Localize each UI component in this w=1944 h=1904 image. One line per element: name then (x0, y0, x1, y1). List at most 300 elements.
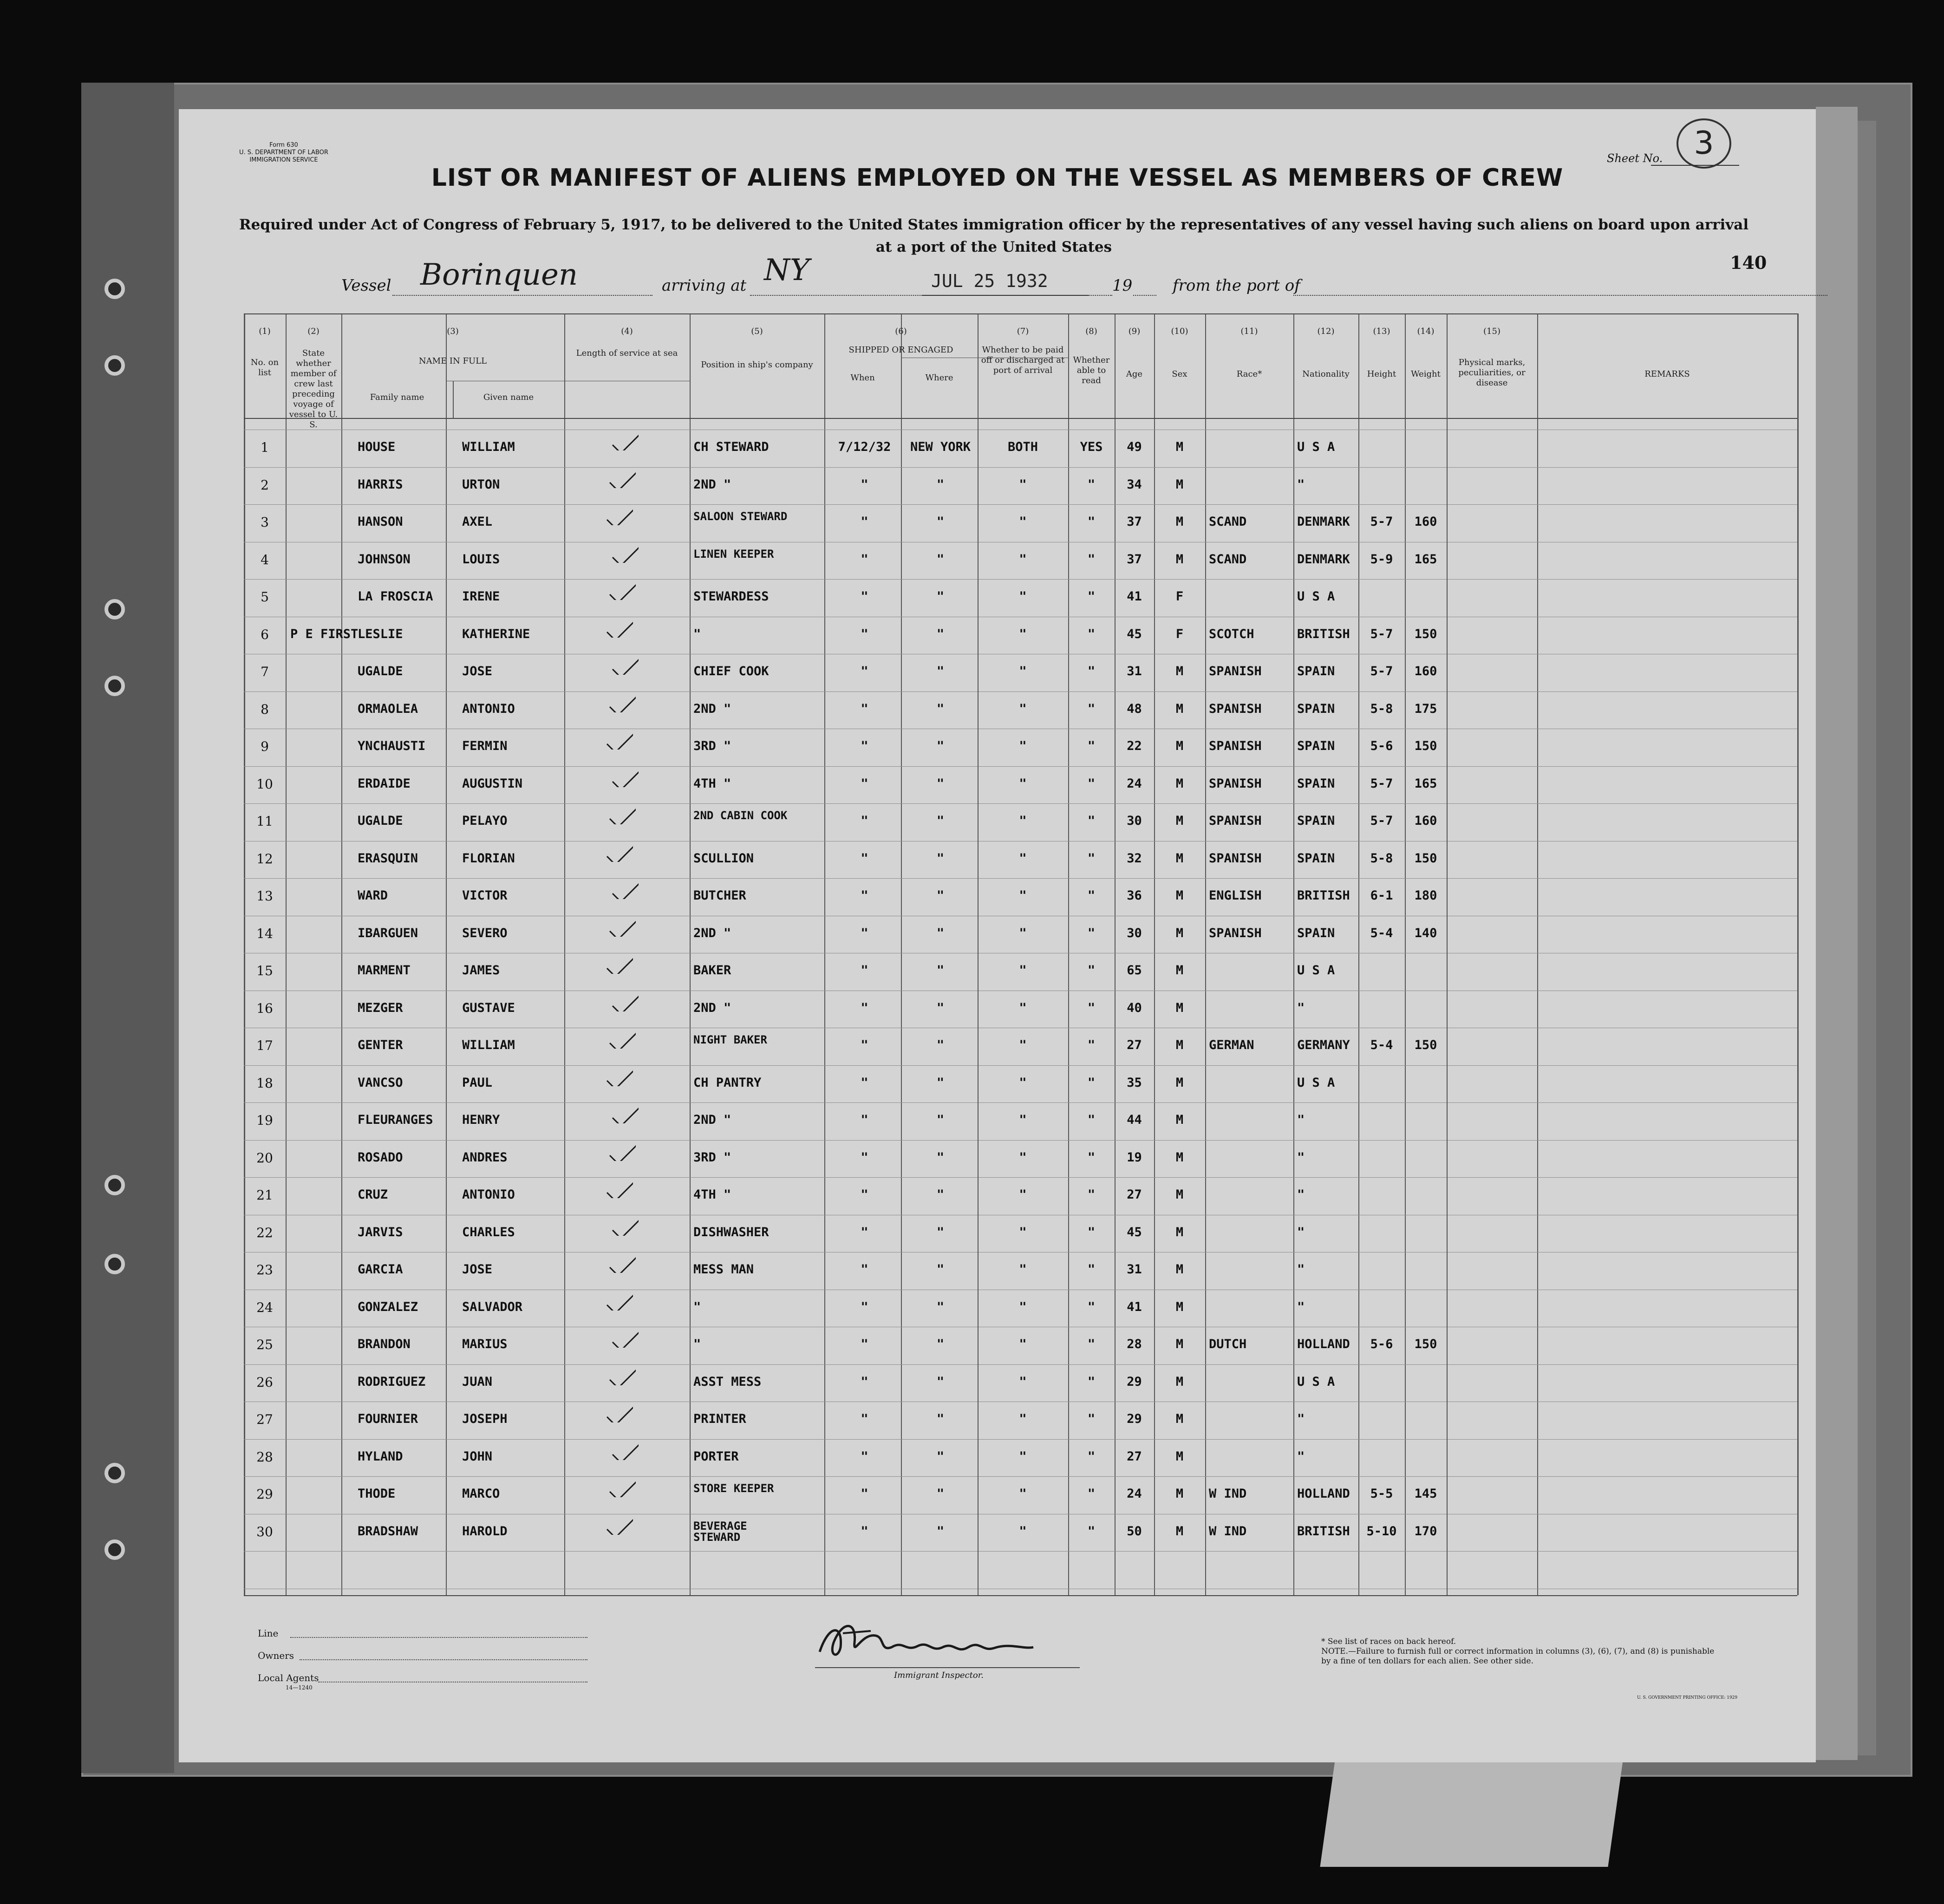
cell-when: " (861, 1075, 868, 1090)
cell-no: 20 (256, 1150, 273, 1166)
cell-sex: M (1175, 1187, 1184, 1202)
cell-read: " (1087, 626, 1096, 641)
service-checkmark (605, 951, 633, 974)
cell-sex: M (1175, 1449, 1184, 1464)
cell-sex: M (1175, 1262, 1184, 1277)
column-number: (1) (259, 326, 271, 336)
cell-nationality: SPAIN (1297, 664, 1335, 679)
local-agents-label: Local Agents (258, 1672, 319, 1683)
cell-family: GONZALEZ (358, 1299, 418, 1314)
cell-no: 28 (256, 1449, 273, 1465)
cell-read: " (1087, 1449, 1096, 1464)
service-checkmark (605, 726, 633, 750)
cell-weight: 170 (1414, 1524, 1437, 1539)
year-label: 19 (1112, 276, 1133, 295)
cell-position: STORE KEEPER (693, 1482, 774, 1495)
cell-paid: " (1019, 1187, 1027, 1202)
cell-given: ANTONIO (462, 701, 515, 716)
cell-position: " (693, 1337, 701, 1352)
column-divider (1405, 313, 1406, 1595)
cell-no: 12 (256, 851, 273, 867)
cell-when: " (861, 1524, 868, 1539)
cell-no: 13 (256, 888, 273, 904)
cell-family: IBARGUEN (358, 926, 418, 940)
cell-sex: M (1175, 851, 1184, 866)
cell-height: 5-8 (1370, 851, 1393, 866)
cell-height: 5-4 (1370, 1038, 1393, 1053)
cell-position: PRINTER (693, 1412, 746, 1427)
cell-no: 10 (256, 776, 273, 792)
cell-no: 4 (261, 552, 269, 567)
cell-age: 27 (1127, 1038, 1142, 1053)
column-number: (13) (1373, 326, 1390, 336)
cell-race: SPANISH (1209, 701, 1262, 716)
cell-paid: " (1019, 1038, 1027, 1053)
row-rule (244, 766, 1797, 767)
cell-no: 22 (256, 1225, 273, 1240)
cell-height: 5-7 (1370, 776, 1393, 791)
cell-no: 17 (256, 1038, 273, 1054)
column-number: (4) (621, 326, 633, 336)
cell-when: " (861, 814, 868, 828)
cell-where: " (936, 1524, 945, 1539)
cell-given: KATHERINE (462, 626, 530, 641)
punch-hole (104, 1175, 125, 1195)
cell-sex: M (1175, 664, 1184, 679)
service-checkmark (608, 1362, 636, 1385)
cell-age: 37 (1127, 515, 1142, 529)
cell-read: " (1087, 1337, 1096, 1352)
cell-race: W IND (1209, 1524, 1247, 1539)
cell-when: 7/12/32 (838, 440, 891, 455)
cell-position: 4TH " (693, 1187, 731, 1202)
cell-read: " (1087, 1524, 1096, 1539)
service-checkmark (608, 689, 636, 712)
cell-given: SEVERO (462, 926, 508, 940)
cell-position: STEWARDESS (693, 589, 769, 604)
cell-nationality: " (1297, 1262, 1305, 1277)
cell-sex: M (1175, 1299, 1184, 1314)
cell-given: WILLIAM (462, 440, 515, 455)
cell-weight: 165 (1414, 552, 1437, 567)
cell-read: " (1087, 1187, 1096, 1202)
cell-where: " (936, 1000, 945, 1015)
cell-when: " (861, 1299, 868, 1314)
cell-given: MARCO (462, 1487, 500, 1501)
column-number: (5) (751, 326, 763, 336)
cell-paid: " (1019, 552, 1027, 567)
cell-race: SCOTCH (1209, 626, 1254, 641)
cell-nationality: BRITISH (1297, 626, 1350, 641)
cell-position: PORTER (693, 1449, 739, 1464)
cell-when: " (861, 739, 868, 754)
column-divider (446, 313, 447, 1595)
table-top-rule (244, 313, 1797, 314)
cell-when: " (861, 1225, 868, 1239)
cell-age: 45 (1127, 1225, 1142, 1239)
footnote-races: * See list of races on back hereof. (1321, 1637, 1456, 1646)
cell-sex: M (1175, 1487, 1184, 1501)
cell-family: GENTER (358, 1038, 403, 1053)
cell-family: THODE (358, 1487, 396, 1501)
cell-given: ANDRES (462, 1150, 508, 1165)
cell-family: JARVIS (358, 1225, 403, 1239)
cell-family: HYLAND (358, 1449, 403, 1464)
cell-when: " (861, 515, 868, 529)
cell-paid: " (1019, 477, 1027, 492)
cell-nationality: BRITISH (1297, 888, 1350, 903)
form-number: Form 630 (269, 142, 298, 149)
cell-sex: M (1175, 888, 1184, 903)
cell-no: 29 (256, 1487, 273, 1502)
cell-where: " (936, 814, 945, 828)
cell-given: URTON (462, 477, 500, 492)
column-header-c7: Whether to be paid off or discharged at port of arrival (981, 345, 1065, 375)
cell-read: YES (1080, 440, 1103, 455)
cell-where: " (936, 1374, 945, 1389)
cell-position: 2ND " (693, 926, 731, 940)
cell-position: BAKER (693, 963, 731, 978)
cell-given: AUGUSTIN (462, 776, 523, 791)
cell-read: " (1087, 1412, 1096, 1427)
cell-weight: 140 (1414, 926, 1437, 940)
cell-no: 6 (261, 626, 269, 642)
cell-when: " (861, 1262, 868, 1277)
row-rule (244, 1364, 1797, 1365)
cell-height: 6-1 (1370, 888, 1393, 903)
cell-sex: F (1175, 626, 1184, 641)
cell-height: 5-7 (1370, 626, 1393, 641)
cell-prev: P E FIRST (290, 626, 359, 641)
cell-weight: 160 (1414, 814, 1437, 828)
department: U. S. DEPARTMENT OF LABOR (239, 149, 328, 156)
cell-race: W IND (1209, 1487, 1247, 1501)
cell-paid: " (1019, 1487, 1027, 1501)
cell-given: PELAYO (462, 814, 508, 828)
cell-no: 3 (261, 515, 269, 530)
cell-family: UGALDE (358, 814, 403, 828)
cell-nationality: DENMARK (1297, 515, 1350, 529)
cell-position: 4TH " (693, 776, 731, 791)
cell-sex: M (1175, 552, 1184, 567)
column-header-c6: SHIPPED OR ENGAGED (848, 345, 953, 355)
cell-where: " (936, 664, 945, 679)
row-rule (244, 1102, 1797, 1103)
crew-table (244, 313, 1797, 1595)
column-divider (824, 313, 825, 1595)
cell-read: " (1087, 739, 1096, 754)
cell-height: 5-8 (1370, 701, 1393, 716)
row-rule (244, 1140, 1797, 1141)
cell-given: JUAN (462, 1374, 493, 1389)
cell-height: 5-4 (1370, 926, 1393, 940)
cell-family: BRANDON (358, 1337, 411, 1352)
cell-no: 21 (256, 1187, 273, 1203)
cell-paid: " (1019, 1225, 1027, 1239)
name-subheader-divider (453, 381, 454, 418)
column-header-c3b: Given name (483, 392, 534, 402)
cell-where: " (936, 888, 945, 903)
cell-read: " (1087, 1299, 1096, 1314)
cell-read: " (1087, 477, 1096, 492)
cell-age: 27 (1127, 1187, 1142, 1202)
cell-position: 2ND " (693, 477, 731, 492)
cell-age: 30 (1127, 814, 1142, 828)
column-number: (10) (1171, 326, 1188, 336)
cell-paid: " (1019, 963, 1027, 978)
cell-no: 18 (256, 1075, 273, 1091)
cell-position: LINEN KEEPER (693, 547, 774, 561)
cell-given: WILLIAM (462, 1038, 515, 1053)
punch-hole (104, 676, 125, 696)
vessel-label: Vessel (341, 276, 391, 295)
service-checkmark (608, 1025, 636, 1049)
cell-height: 5-5 (1370, 1487, 1393, 1501)
cell-when: " (861, 926, 868, 940)
cell-read: " (1087, 1487, 1096, 1501)
cell-where: " (936, 963, 945, 978)
cell-family: YNCHAUSTI (358, 739, 426, 754)
cell-read: " (1087, 552, 1096, 567)
cell-family: ERASQUIN (358, 851, 418, 866)
cell-where: " (936, 701, 945, 716)
column-number: (14) (1417, 326, 1435, 336)
cell-nationality: GERMANY (1297, 1038, 1350, 1053)
document-number: 140 (1730, 252, 1767, 273)
owners-field (300, 1659, 587, 1660)
date-line (922, 295, 1089, 296)
cell-weight: 145 (1414, 1487, 1437, 1501)
cell-no: 1 (261, 440, 269, 456)
cell-race: SPANISH (1209, 664, 1262, 679)
cell-position: SALOON STEWARD (693, 510, 788, 523)
cell-given: FLORIAN (462, 851, 515, 866)
cell-family: LESLIE (358, 626, 403, 641)
service-checkmark (611, 652, 639, 675)
cell-sex: M (1175, 515, 1184, 529)
punch-hole (104, 1463, 125, 1483)
service-checkmark (605, 1399, 633, 1422)
cell-given: IRENE (462, 589, 500, 604)
row-rule (244, 803, 1797, 804)
header-rule (244, 418, 1797, 419)
cell-sex: M (1175, 1113, 1184, 1128)
cell-paid: " (1019, 776, 1027, 791)
cell-read: " (1087, 515, 1096, 529)
cell-where: " (936, 515, 945, 529)
service-checkmark (608, 1474, 636, 1497)
cell-nationality: BRITISH (1297, 1524, 1350, 1539)
cell-weight: 165 (1414, 776, 1437, 791)
cell-age: 34 (1127, 477, 1142, 492)
vessel-line (392, 295, 652, 296)
cell-given: JOHN (462, 1449, 493, 1464)
cell-age: 29 (1127, 1374, 1142, 1389)
from-port-line (1293, 295, 1827, 296)
cell-given: GUSTAVE (462, 1000, 515, 1015)
cell-weight: 180 (1414, 888, 1437, 903)
cell-family: HOUSE (358, 440, 396, 455)
cell-age: 31 (1127, 1262, 1142, 1277)
sheet-number: 3 (1677, 118, 1731, 169)
cell-given: PAUL (462, 1075, 493, 1090)
cell-sex: M (1175, 477, 1184, 492)
cell-no: 14 (256, 926, 273, 941)
column-header-c9: Age (1126, 369, 1143, 379)
cell-given: AXEL (462, 515, 493, 529)
cell-sex: M (1175, 1524, 1184, 1539)
column-divider (1205, 313, 1206, 1595)
cell-where: " (936, 1337, 945, 1352)
cell-height: 5-9 (1370, 552, 1393, 567)
cell-paid: " (1019, 1000, 1027, 1015)
cell-when: " (861, 1487, 868, 1501)
cell-weight: 150 (1414, 1038, 1437, 1053)
cell-read: " (1087, 1038, 1096, 1053)
cell-family: ORMAOLEA (358, 701, 418, 716)
cell-sex: M (1175, 1000, 1184, 1015)
cell-family: RODRIGUEZ (358, 1374, 426, 1389)
service-checkmark (611, 876, 639, 899)
cell-paid: " (1019, 1524, 1027, 1539)
footnote-penalty: NOTE.—Failure to furnish full or correct information in columns (3), (6), (7), and (8) is punishable by a fine of ten dollars for each alien. See other side. (1321, 1647, 1715, 1666)
cell-race: SPANISH (1209, 926, 1262, 940)
cell-race: SPANISH (1209, 776, 1262, 791)
punch-hole (104, 1254, 125, 1274)
cell-age: 36 (1127, 888, 1142, 903)
cell-paid: " (1019, 664, 1027, 679)
cell-family: MEZGER (358, 1000, 403, 1015)
cell-read: " (1087, 1374, 1096, 1389)
service-checkmark (611, 988, 639, 1011)
column-header-c14: Weight (1411, 369, 1441, 379)
cell-when: " (861, 552, 868, 567)
service-checkmark (611, 1437, 639, 1460)
cell-given: VICTOR (462, 888, 508, 903)
inspector-signature (815, 1615, 1038, 1666)
cell-sex: M (1175, 1150, 1184, 1165)
column-header-c2: State whether member of crew last preceding voyage of vessel to U. S. (289, 348, 338, 430)
cell-sex: M (1175, 814, 1184, 828)
cell-nationality: " (1297, 1113, 1305, 1128)
cell-family: JOHNSON (358, 552, 411, 567)
cell-position: " (693, 626, 701, 641)
cell-position: NIGHT BAKER (693, 1033, 767, 1047)
cell-family: CRUZ (358, 1187, 388, 1202)
column-header-c15: Physical marks, peculiarities, or disease (1458, 358, 1526, 388)
column-divider (1447, 313, 1448, 1595)
cell-given: JOSEPH (462, 1412, 508, 1427)
table-bottom-rule (244, 1595, 1797, 1596)
column-divider (286, 313, 287, 1595)
cell-where: " (936, 552, 945, 567)
cell-nationality: U S A (1297, 963, 1335, 978)
cell-age: 19 (1127, 1150, 1142, 1165)
column-header-c10: Sex (1172, 369, 1187, 379)
cell-family: GARCIA (358, 1262, 403, 1277)
cell-no: 9 (261, 739, 269, 755)
cell-nationality: SPAIN (1297, 926, 1335, 940)
cell-no: 8 (261, 701, 269, 717)
cell-family: ROSADO (358, 1150, 403, 1165)
cell-race: GERMAN (1209, 1038, 1254, 1053)
cell-read: " (1087, 664, 1096, 679)
cell-paid: " (1019, 1075, 1027, 1090)
service-checkmark (611, 1213, 639, 1236)
cell-given: JOSE (462, 1262, 493, 1277)
cell-paid: " (1019, 1150, 1027, 1165)
cell-nationality: SPAIN (1297, 851, 1335, 866)
row-rule (244, 691, 1797, 692)
column-number: (11) (1240, 326, 1258, 336)
cell-paid: " (1019, 851, 1027, 866)
year-line (1133, 295, 1156, 296)
cell-sex: M (1175, 1412, 1184, 1427)
row-rule (244, 878, 1797, 879)
cell-when: " (861, 888, 868, 903)
cell-family: VANCSO (358, 1075, 403, 1090)
cell-family: HANSON (358, 515, 403, 529)
cell-no: 30 (256, 1524, 273, 1539)
cell-sex: M (1175, 1225, 1184, 1239)
cell-no: 25 (256, 1337, 273, 1353)
cell-position: 3RD " (693, 739, 731, 754)
cell-weight: 150 (1414, 851, 1437, 866)
column-divider (1797, 313, 1799, 1595)
cell-sex: M (1175, 1038, 1184, 1053)
cell-position: 2ND " (693, 1113, 731, 1128)
cell-age: 49 (1127, 440, 1142, 455)
binder-strip (81, 83, 174, 1773)
column-header-c1: No. on list (250, 358, 279, 378)
cell-position: CH STEWARD (693, 440, 769, 455)
cell-position: CHIEF COOK (693, 664, 769, 679)
column-number: (9) (1128, 326, 1141, 336)
cell-where: " (936, 776, 945, 791)
column-divider (901, 313, 902, 1595)
column-header-c13: Height (1367, 369, 1396, 379)
cell-read: " (1087, 814, 1096, 828)
cell-when: " (861, 664, 868, 679)
line-label: Line (258, 1628, 279, 1639)
sheet-no-label: Sheet No. (1607, 152, 1663, 165)
cell-age: 24 (1127, 776, 1142, 791)
cell-nationality: " (1297, 1225, 1305, 1239)
cell-read: " (1087, 1000, 1096, 1015)
cell-no: 16 (256, 1000, 273, 1016)
cell-no: 19 (256, 1113, 273, 1128)
owners-label: Owners (258, 1650, 294, 1661)
cell-position: DISHWASHER (693, 1225, 769, 1239)
cell-where: " (936, 1225, 945, 1239)
arriving-label: arriving at (662, 276, 747, 295)
cell-paid: " (1019, 1449, 1027, 1464)
cell-when: " (861, 1113, 868, 1128)
cell-nationality: DENMARK (1297, 552, 1350, 567)
cell-paid: " (1019, 814, 1027, 828)
cell-given: MARIUS (462, 1337, 508, 1352)
cell-read: " (1087, 776, 1096, 791)
arriving-port: NY (764, 253, 810, 287)
cell-no: 23 (256, 1262, 273, 1278)
punch-hole (104, 599, 125, 619)
cell-no: 15 (256, 963, 273, 979)
cell-where: NEW YORK (910, 440, 971, 455)
cell-paid: " (1019, 701, 1027, 716)
cell-paid: " (1019, 1337, 1027, 1352)
cell-height: 5-10 (1366, 1524, 1397, 1539)
cell-paid: " (1019, 1374, 1027, 1389)
